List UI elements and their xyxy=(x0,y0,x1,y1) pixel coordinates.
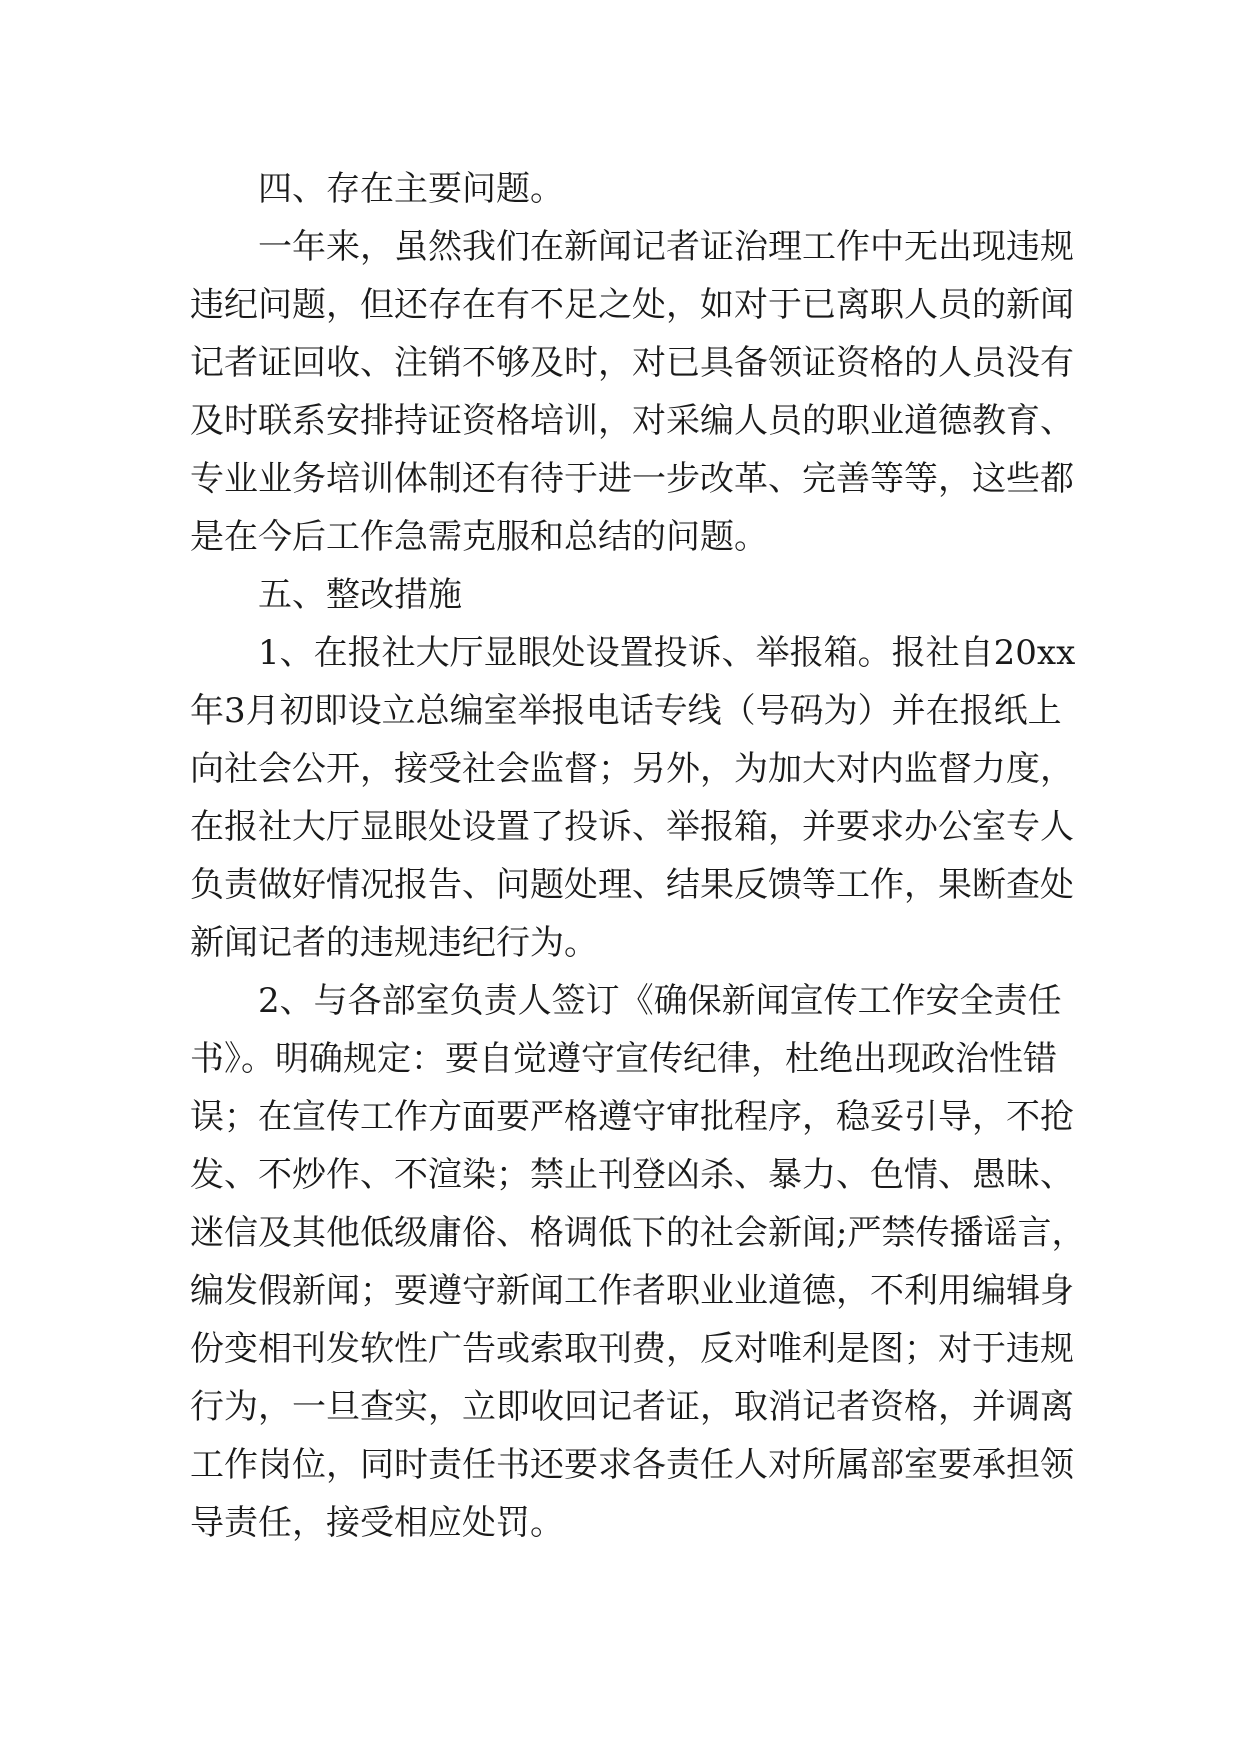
section-4-paragraph-line: 一年来，虽然我们在新闻记者证治理工作中无出现违规 xyxy=(258,227,1074,267)
measure-2-line: 误；在宣传工作方面要严格遵守审批程序，稳妥引导，不抢 xyxy=(190,1097,1074,1137)
measure-2-line: 行为，一旦查实，立即收回记者证，取消记者资格，并调离 xyxy=(190,1387,1074,1427)
measure-1-line: 向社会公开，接受社会监督；另外，为加大对内监督力度， xyxy=(190,749,1074,789)
section-5-heading: 五、整改措施 xyxy=(258,575,462,615)
measure-1-line: 新闻记者的违规违纪行为。 xyxy=(190,923,598,963)
measure-2-line: 工作岗位，同时责任书还要求各责任人对所属部室要承担领 xyxy=(190,1445,1074,1485)
measure-2-line: 发、不炒作、不渲染；禁止刊登凶杀、暴力、色情、愚昧、 xyxy=(190,1155,1074,1195)
measure-2-line: 编发假新闻；要遵守新闻工作者职业业道德，不利用编辑身 xyxy=(190,1271,1074,1311)
measure-1-line: 1、在报社大厅显眼处设置投诉、举报箱。报社自20xx xyxy=(258,633,1076,673)
section-4-paragraph-line: 违纪问题，但还存在有不足之处，如对于已离职人员的新闻 xyxy=(190,285,1074,325)
section-4-paragraph-line: 专业业务培训体制还有待于进一步改革、完善等等，这些都 xyxy=(190,459,1074,499)
measure-1-line: 在报社大厅显眼处设置了投诉、举报箱，并要求办公室专人 xyxy=(190,807,1074,847)
section-4-paragraph-line: 及时联系安排持证资格培训，对采编人员的职业道德教育、 xyxy=(190,401,1074,441)
section-4-paragraph-line: 记者证回收、注销不够及时，对已具备领证资格的人员没有 xyxy=(190,343,1074,383)
measure-2-line: 导责任，接受相应处罚。 xyxy=(190,1503,564,1543)
measure-2-line: 份变相刊发软性广告或索取刊费，反对唯利是图；对于违规 xyxy=(190,1329,1074,1369)
measure-2-line: 2、与各部室负责人签订《确保新闻宣传工作安全责任 xyxy=(258,981,1062,1021)
measure-1-line: 年3月初即设立总编室举报电话专线（号码为）并在报纸上 xyxy=(190,691,1062,731)
section-4-paragraph-line: 是在今后工作急需克服和总结的问题。 xyxy=(190,517,768,557)
section-4-heading: 四、存在主要问题。 xyxy=(258,169,564,209)
measure-2-line: 书》。明确规定：要自觉遵守宣传纪律，杜绝出现政治性错 xyxy=(190,1039,1057,1079)
measure-1-line: 负责做好情况报告、问题处理、结果反馈等工作，果断查处 xyxy=(190,865,1074,905)
measure-2-line: 迷信及其他低级庸俗、格调低下的社会新闻;严禁传播谣言， xyxy=(190,1213,1086,1253)
document-body xyxy=(190,160,1086,1552)
